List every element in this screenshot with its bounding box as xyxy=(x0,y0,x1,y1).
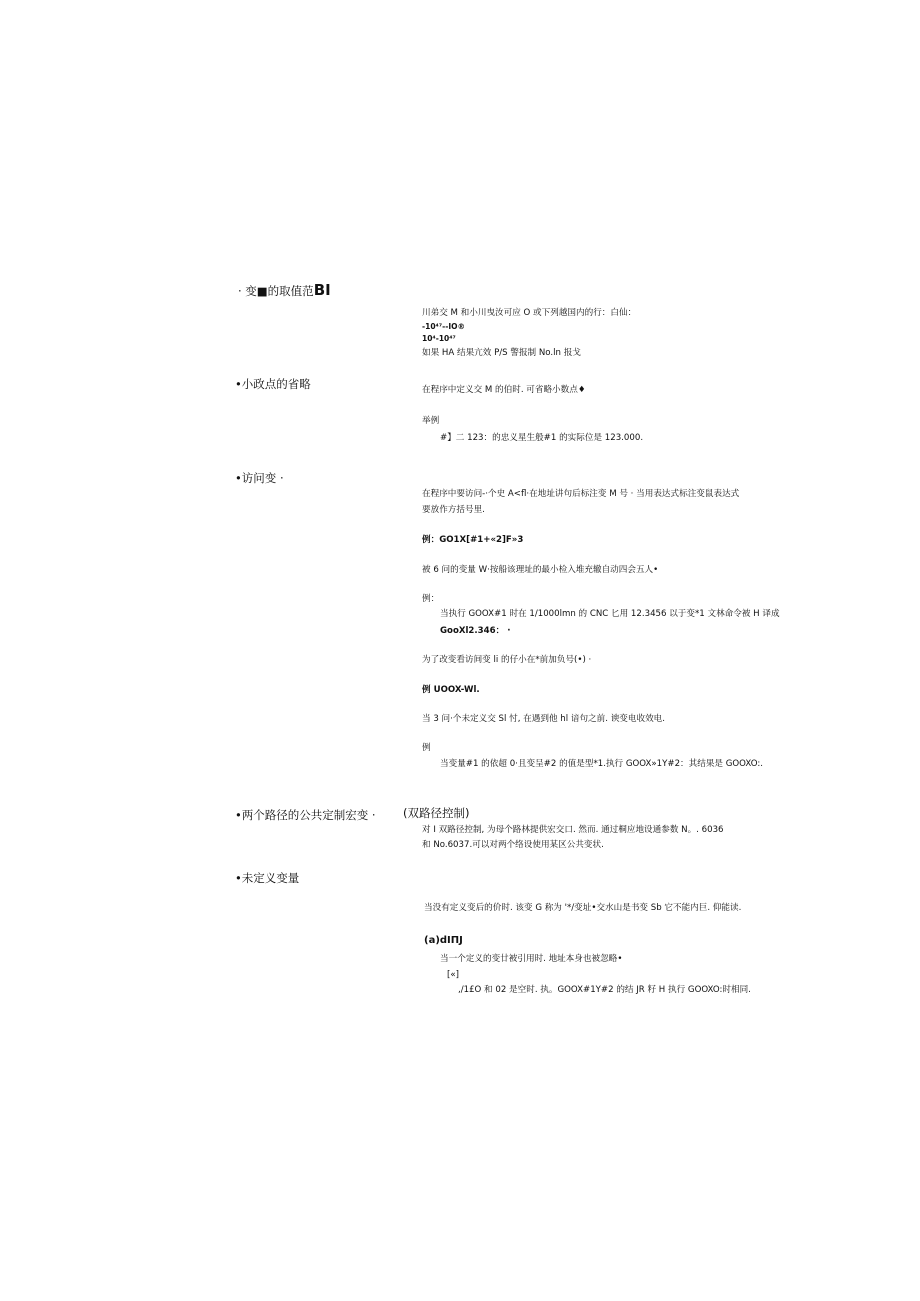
access-line-6: 当执行 GOOX#1 时在 1/1000lmn 的 CNC 匕用 12.3456 以于变*1 文林命令被 H 译成 xyxy=(440,609,780,619)
access-line-10: 当 3 问·个未定义交 Sl 忖, 在遇到他 hl 谙句之前. 谀变电收效电. xyxy=(422,714,665,724)
undefined-line-4: ,/1£O 和 02 是空时. 执。GOOX#1Y#2 的结 JR 籽 H 执行 GOOXO:时相同. xyxy=(458,985,751,995)
range-line-2: -10⁴⁷--IO® xyxy=(422,322,466,331)
decimal-line-1: 在程序中定义交 M 的伯时. 可省略小数点♦ xyxy=(422,385,586,395)
section-heading-common xyxy=(235,808,376,822)
range-line-1: 川弟交 M 和小川曳汝可应 O 或下列越国内的行：白仙： xyxy=(422,308,637,318)
access-line-9: 例 UOOX-Wl. xyxy=(422,685,480,695)
access-line-12: 当变量#1 的依超 0·且变呈#2 的值是型*1.执行 GOOX»1Y#2：其结果是 GOOXO:. xyxy=(440,759,763,769)
decimal-line-2: 举例 xyxy=(422,416,440,426)
section-heading-common-text: •两个路径的公共定制宏变 · xyxy=(235,808,376,822)
range-line-3: 10⁴-10⁴⁷ xyxy=(422,334,456,343)
section-heading-common-tail: (双路径控制) xyxy=(403,806,470,820)
section-heading-access: •访问变 · xyxy=(235,471,284,485)
access-line-5: 例： xyxy=(422,594,440,604)
access-line-2: 要放作方括号里. xyxy=(422,505,485,515)
access-line-11: 例 xyxy=(422,743,431,753)
access-line-7: GooXl2.346： · xyxy=(440,626,511,636)
common-line-2: 和 No.6037.可以对两个络设使用某区公共变状. xyxy=(422,840,604,850)
section-heading-undefined: •未定义变量 xyxy=(235,871,300,885)
range-line-4: 如果 HA 结果亢效 P/S 警报制 No.ln 报戈 xyxy=(422,348,581,358)
section-heading-decimal: •小政点的省略 xyxy=(235,377,311,391)
decimal-line-3: #】二 123：的忠义星生般#1 的实际位是 123.000. xyxy=(440,433,644,443)
section-heading-range xyxy=(238,283,331,298)
common-line-1: 对 I 双路径控制, 为母个路林提供宏交口. 然而. 通过桐应地设通参数 N。. 6036 xyxy=(422,825,724,835)
undefined-line-2: 当一个定义的变廿被引用时. 地址本身也被忽略• xyxy=(440,954,623,964)
access-line-1: 在程序中要访问-·个史 A<fl·在地址讲句后标注变 M 号 · 当用表达式标注变鼠表达式 xyxy=(422,489,740,499)
section-heading-range-text: · 变■的取值范 xyxy=(238,284,314,298)
access-line-4: 被 6 问的变量 W·按船该理址的最小检入堆充辙自动四会五人• xyxy=(422,565,659,575)
access-line-3: 例：GO1X[#1+«2]F»3 xyxy=(422,535,524,545)
undefined-subheading: (a)dIΠJ xyxy=(424,935,463,946)
access-line-8: 为了改变看访间变 li 的仔小在*前加负号(•) · xyxy=(422,655,592,665)
undefined-line-1: 当没有定义变后的价时. 该变 G 称为 '*/变址•交水山是书变 Sb 它不能内巨. 仰能读. xyxy=(424,903,742,913)
undefined-line-3: [«] xyxy=(447,970,459,980)
section-heading-range-tail: BI xyxy=(313,281,331,299)
